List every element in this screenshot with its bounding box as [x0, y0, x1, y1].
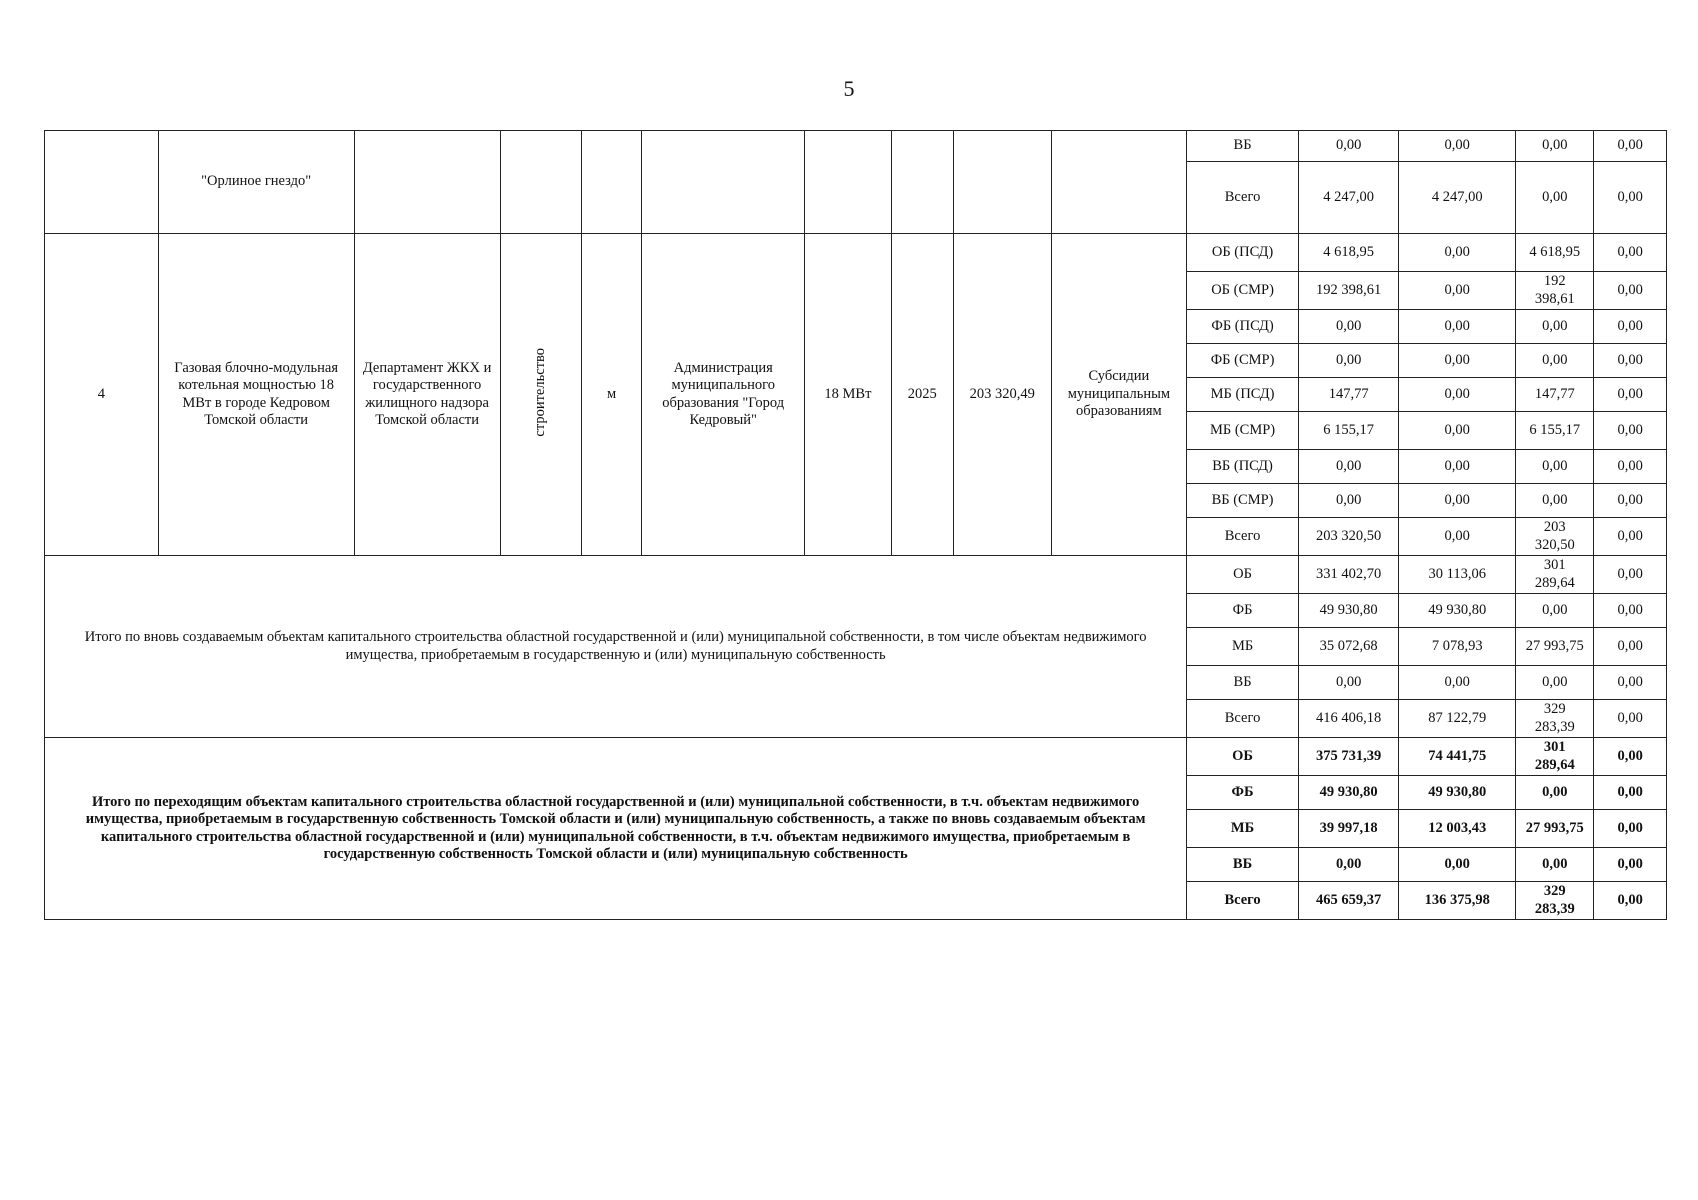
work-type-cell [500, 131, 581, 234]
fin-year3: 0,00 [1594, 234, 1667, 272]
fin-year2: 27 993,75 [1516, 810, 1594, 848]
fin-year1: 0,00 [1399, 344, 1516, 378]
fin-year1: 12 003,43 [1399, 810, 1516, 848]
fin-year3: 0,00 [1594, 700, 1667, 738]
fin-total: 35 072,68 [1298, 628, 1399, 666]
fin-year3: 0,00 [1594, 131, 1667, 162]
year-cell: 2025 [891, 234, 953, 556]
fin-year3: 0,00 [1594, 412, 1667, 450]
table-row [45, 234, 1667, 272]
fin-year1: 0,00 [1399, 450, 1516, 484]
fin-year2: 0,00 [1516, 776, 1594, 810]
cost-cell [953, 131, 1051, 234]
fin-year2: 0,00 [1516, 594, 1594, 628]
object-name-cell: "Орлиное гнездо" [158, 131, 354, 234]
fin-year1: 0,00 [1399, 272, 1516, 310]
cost-cell: 203 320,49 [953, 234, 1051, 556]
object-number-cell [45, 131, 159, 234]
customer-cell: Департамент ЖКХ и государственного жилищного надзора Томской области [354, 234, 500, 556]
fin-total: 49 930,80 [1298, 594, 1399, 628]
table-row [45, 556, 1667, 594]
fin-source: ВБ (ПСД) [1187, 450, 1299, 484]
fin-year1: 0,00 [1399, 518, 1516, 556]
grand-total-label: Итого по переходящим объектам капитального строительства областной государственной и (или) муниципальной собственности, в т.ч. объектам недвижимого имущества, приобретаемым в государственную собственность Томской области и (или) муниципальную собственность, а также по вновь создаваемым объектам капитального строительства областной государственной и (или) муниципальной собственности, в т.ч. объектам недвижимого имущества, приобретаемым в государственную собственность Томской области и (или) муниципальную собственность [45, 738, 1187, 920]
fin-year2: 203 320,50 [1516, 518, 1594, 556]
fin-year2: 0,00 [1516, 484, 1594, 518]
work-type-cell [500, 234, 581, 556]
fin-total: 6 155,17 [1298, 412, 1399, 450]
fin-year2: 4 618,95 [1516, 234, 1594, 272]
fin-year3: 0,00 [1594, 594, 1667, 628]
fin-total: 416 406,18 [1298, 700, 1399, 738]
fin-source: Всего [1187, 162, 1299, 234]
fin-year1: 0,00 [1399, 234, 1516, 272]
fin-year3: 0,00 [1594, 848, 1667, 882]
fin-year3: 0,00 [1594, 162, 1667, 234]
fin-source: ОБ [1187, 556, 1299, 594]
table-row [45, 131, 1667, 162]
fin-year2: 192 398,61 [1516, 272, 1594, 310]
ownership-cell: м [581, 234, 641, 556]
fin-source: МБ [1187, 810, 1299, 848]
capital-construction-table [44, 130, 1667, 920]
fin-year2: 0,00 [1516, 450, 1594, 484]
fin-source: ОБ (СМР) [1187, 272, 1299, 310]
fin-year2: 6 155,17 [1516, 412, 1594, 450]
fin-year1: 0,00 [1399, 378, 1516, 412]
fin-total: 49 930,80 [1298, 776, 1399, 810]
fin-year2: 0,00 [1516, 344, 1594, 378]
fin-year2: 329 283,39 [1516, 700, 1594, 738]
form-cell: Субсидии муниципальным образованиям [1051, 234, 1187, 556]
fin-source: ОБ [1187, 738, 1299, 776]
customer-cell [354, 131, 500, 234]
fin-year2: 147,77 [1516, 378, 1594, 412]
table-row [45, 738, 1667, 776]
fin-total: 39 997,18 [1298, 810, 1399, 848]
fin-year3: 0,00 [1594, 666, 1667, 700]
fin-source: ВБ [1187, 666, 1299, 700]
fin-total: 331 402,70 [1298, 556, 1399, 594]
fin-year3: 0,00 [1594, 484, 1667, 518]
fin-year2: 27 993,75 [1516, 628, 1594, 666]
fin-year3: 0,00 [1594, 776, 1667, 810]
object-name-cell: Газовая блочно-модульная котельная мощностью 18 МВт в городе Кедровом Томской области [158, 234, 354, 556]
fin-year1: 4 247,00 [1399, 162, 1516, 234]
fin-source: Всего [1187, 700, 1299, 738]
fin-year1: 7 078,93 [1399, 628, 1516, 666]
fin-total: 0,00 [1298, 310, 1399, 344]
capacity-cell: 18 МВт [805, 234, 891, 556]
fin-source: МБ (СМР) [1187, 412, 1299, 450]
fin-source: МБ [1187, 628, 1299, 666]
fin-total: 147,77 [1298, 378, 1399, 412]
fin-year1: 74 441,75 [1399, 738, 1516, 776]
fin-year3: 0,00 [1594, 738, 1667, 776]
fin-year2: 301 289,64 [1516, 738, 1594, 776]
fin-source: ФБ (СМР) [1187, 344, 1299, 378]
fin-source: ФБ (ПСД) [1187, 310, 1299, 344]
fin-year1: 0,00 [1399, 666, 1516, 700]
capacity-cell [805, 131, 891, 234]
fin-source: Всего [1187, 882, 1299, 920]
fin-total: 4 247,00 [1298, 162, 1399, 234]
fin-total: 0,00 [1298, 484, 1399, 518]
page-number: 5 [843, 76, 855, 101]
fin-year1: 30 113,06 [1399, 556, 1516, 594]
fin-total: 192 398,61 [1298, 272, 1399, 310]
total-new-label: Итого по вновь создаваемым объектам капитального строительства областной государственной и (или) муниципальной собственности, в том числе объектам недвижимого имущества, приобретаемым в государственную и (или) муниципальную собственность [45, 556, 1187, 738]
form-cell [1051, 131, 1187, 234]
fin-year1: 49 930,80 [1399, 776, 1516, 810]
fin-total: 4 618,95 [1298, 234, 1399, 272]
fin-year3: 0,00 [1594, 556, 1667, 594]
fin-source: МБ (ПСД) [1187, 378, 1299, 412]
fin-year3: 0,00 [1594, 882, 1667, 920]
fin-year2: 329 283,39 [1516, 882, 1594, 920]
object-number-cell: 4 [45, 234, 159, 556]
fin-source: ВБ (СМР) [1187, 484, 1299, 518]
fin-year1: 0,00 [1399, 310, 1516, 344]
fin-year3: 0,00 [1594, 272, 1667, 310]
fin-year2: 0,00 [1516, 666, 1594, 700]
fin-total: 0,00 [1298, 450, 1399, 484]
fin-source: Всего [1187, 518, 1299, 556]
year-cell [891, 131, 953, 234]
fin-total: 465 659,37 [1298, 882, 1399, 920]
fin-total: 0,00 [1298, 344, 1399, 378]
fin-year3: 0,00 [1594, 310, 1667, 344]
fin-source: ВБ [1187, 848, 1299, 882]
fin-year2: 0,00 [1516, 162, 1594, 234]
fin-year2: 0,00 [1516, 848, 1594, 882]
fin-year1: 0,00 [1399, 131, 1516, 162]
fin-year3: 0,00 [1594, 450, 1667, 484]
fin-total: 203 320,50 [1298, 518, 1399, 556]
fin-year1: 136 375,98 [1399, 882, 1516, 920]
fin-year3: 0,00 [1594, 628, 1667, 666]
fin-source: ВБ [1187, 131, 1299, 162]
fin-total: 0,00 [1298, 666, 1399, 700]
ownership-cell [581, 131, 641, 234]
fin-source: ФБ [1187, 594, 1299, 628]
fin-year2: 301 289,64 [1516, 556, 1594, 594]
fin-year3: 0,00 [1594, 518, 1667, 556]
recipient-cell: Администрация муниципального образования "Город Кедровый" [642, 234, 805, 556]
fin-year1: 0,00 [1399, 848, 1516, 882]
fin-year3: 0,00 [1594, 344, 1667, 378]
fin-year1: 49 930,80 [1399, 594, 1516, 628]
fin-total: 0,00 [1298, 848, 1399, 882]
fin-year1: 87 122,79 [1399, 700, 1516, 738]
fin-source: ОБ (ПСД) [1187, 234, 1299, 272]
fin-total: 0,00 [1298, 131, 1399, 162]
fin-year2: 0,00 [1516, 131, 1594, 162]
recipient-cell [642, 131, 805, 234]
fin-total: 375 731,39 [1298, 738, 1399, 776]
fin-year1: 0,00 [1399, 412, 1516, 450]
fin-year1: 0,00 [1399, 484, 1516, 518]
fin-source: ФБ [1187, 776, 1299, 810]
fin-year2: 0,00 [1516, 310, 1594, 344]
fin-year3: 0,00 [1594, 378, 1667, 412]
work-type-text: строительство [532, 347, 549, 437]
fin-year3: 0,00 [1594, 810, 1667, 848]
